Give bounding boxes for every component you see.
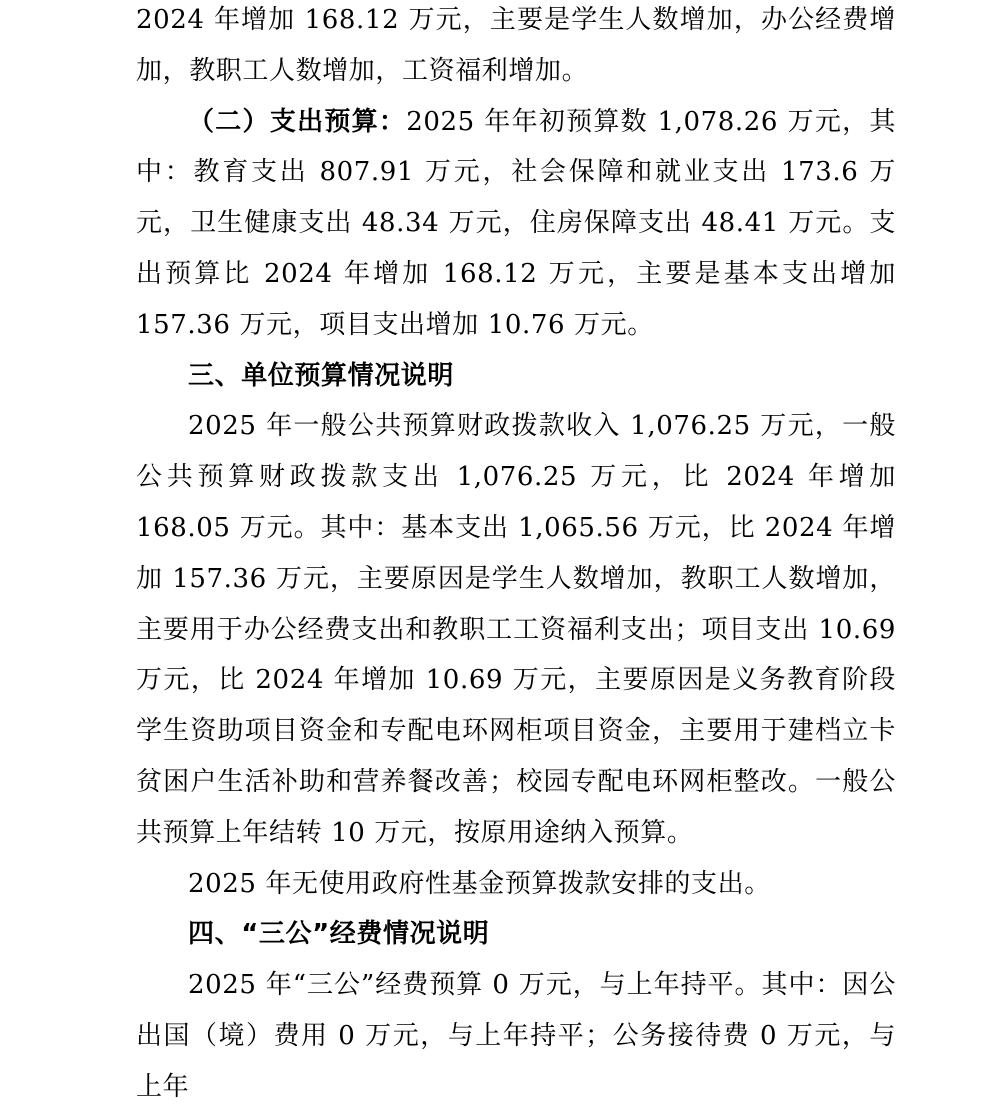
document-body — [136, 0, 896, 1113]
paragraph-income-summary: 2024 年增加 168.12 万元，主要是学生人数增加，办公经费增加，教职工人数增加，工资福利增加。 — [136, 5, 896, 86]
expenditure-budget-text: 2025 年年初预算数 1,078.26 万元，其中：教育支出 807.91 万元，社会保障和就业支出 173.6 万元，卫生健康支出 48.34 万元，住房保障支出 48.41 万元。支出预算比 2024 年增加 168.12 万元，主要是基本支出增加 157.36 万元，项目支出增加 10.76 万元。 — [136, 106, 896, 340]
paragraph-three-public-expenses: 2025 年“三公”经费预算 0 万元，与上年持平。其中：因公出国（境）费用 0 万元，与上年持平；公务接待费 0 万元，与上年 — [136, 970, 896, 1102]
section-heading-three-public-expenses: 四、“三公”经费情况说明 — [188, 919, 490, 950]
paragraph-unit-budget: 2025 年一般公共预算财政拨款收入 1,076.25 万元，一般公共预算财政拨款支出 1,076.25 万元，比 2024 年增加 168.05 万元。其中：基本支出 1,065.56 万元，比 2024 年增加 157.36 万元，主要原因是学生人数增加，教职工人数增加，主要用于办公经费支出和教职工工资福利支出；项目支出 10.69 万元，比 2024 年增加 10.69 万元，主要原因是义务教育阶段学生资助项目资金和专配电环网柜项目资金，主要用于建档立卡贫困户生活补助和营养餐改善；校园专配电环网柜整改。一般公共预算上年结转 10 万元，按原用途纳入预算。 — [136, 411, 896, 848]
paragraph-government-fund: 2025 年无使用政府性基金预算拨款安排的支出。 — [188, 868, 771, 899]
section-heading-unit-budget: 三、单位预算情况说明 — [188, 360, 455, 391]
subheading-expenditure-budget: （二）支出预算： — [188, 106, 407, 137]
paragraph-expenditure-budget — [136, 97, 896, 351]
